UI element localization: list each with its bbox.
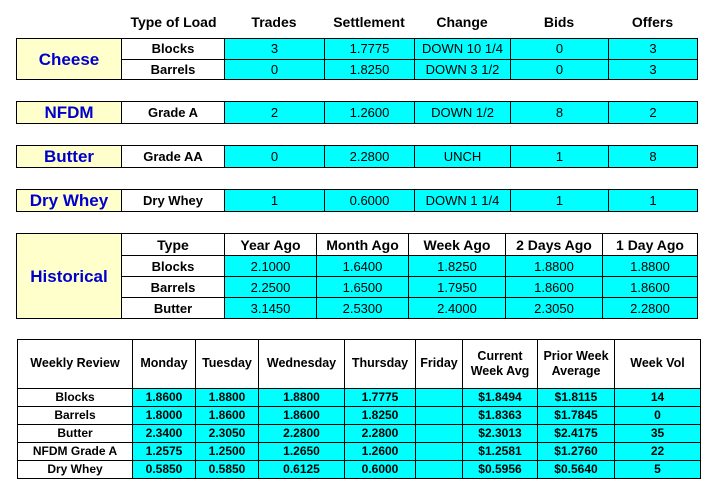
weekly-cell: 1.2600 — [345, 442, 416, 460]
weekly-header-review: Weekly Review — [18, 340, 133, 389]
historical-cell: 1.8600 — [506, 277, 603, 298]
cheese-barrels-trades: 0 — [225, 59, 325, 80]
butter-change: UNCH — [415, 146, 511, 168]
historical-table — [16, 233, 698, 319]
header-offers: Offers — [631, 14, 674, 30]
historical-cell: 2.1000 — [225, 256, 317, 277]
whey-label: Dry Whey — [17, 190, 122, 212]
weekly-cell: $2.4175 — [538, 424, 615, 442]
cheese-blocks-offers: 3 — [609, 39, 698, 60]
historical-header-1-day-ago: 1 Day Ago — [603, 234, 698, 256]
butter-load: Grade AA — [122, 146, 225, 168]
historical-cell: 1.8800 — [506, 256, 603, 277]
historical-cell: 2.2500 — [225, 277, 317, 298]
butter-trades: 0 — [225, 146, 325, 168]
historical-cell: 1.8800 — [603, 256, 698, 277]
cheese-barrels-offers: 3 — [609, 59, 698, 80]
cheese-blocks-settlement: 1.7775 — [325, 39, 415, 60]
weekly-cell: 1.2575 — [133, 442, 196, 460]
weekly-cell: 14 — [615, 388, 701, 406]
weekly-cell: 2.2800 — [345, 424, 416, 442]
historical-header-2-days-ago: 2 Days Ago — [506, 234, 603, 256]
weekly-row-label: Dry Whey — [18, 460, 133, 478]
weekly-cell: 1.8600 — [196, 406, 259, 424]
weekly-cell: 0.6125 — [259, 460, 345, 478]
cheese-blocks-trades: 3 — [225, 39, 325, 60]
nfdm-offers: 2 — [609, 102, 698, 124]
nfdm-change: DOWN 1/2 — [415, 102, 511, 124]
cheese-barrels-bids: 0 — [511, 59, 609, 80]
historical-header-year-ago: Year Ago — [225, 234, 317, 256]
weekly-row-label: Butter — [18, 424, 133, 442]
weekly-row — [18, 388, 701, 406]
historical-row-type: Blocks — [122, 256, 225, 277]
historical-header-month-ago: Month Ago — [317, 234, 409, 256]
historical-cell: 1.8600 — [603, 277, 698, 298]
weekly-cell: 0 — [615, 406, 701, 424]
weekly-rows — [18, 388, 701, 478]
butter-label: Butter — [17, 146, 122, 168]
weekly-header-prior-avg: Prior Week Average — [538, 340, 615, 389]
historical-cell: 2.4000 — [409, 298, 506, 319]
weekly-cell: 1.8800 — [259, 388, 345, 406]
weekly-cell — [416, 388, 463, 406]
historical-header-type: Type — [122, 234, 225, 256]
weekly-cell: $1.8494 — [463, 388, 538, 406]
weekly-cell: 1.8250 — [345, 406, 416, 424]
weekly-cell: $1.7845 — [538, 406, 615, 424]
weekly-row-label: Blocks — [18, 388, 133, 406]
weekly-cell: 22 — [615, 442, 701, 460]
weekly-cell: 1.8600 — [133, 388, 196, 406]
nfdm-trades: 2 — [225, 102, 325, 124]
weekly-cell — [416, 442, 463, 460]
cheese-label: Cheese — [17, 39, 122, 80]
weekly-cell: $1.8363 — [463, 406, 538, 424]
weekly-header-thursday: Thursday — [345, 340, 416, 389]
weekly-review-table — [17, 339, 701, 479]
header-change: Change — [436, 14, 488, 30]
historical-cell: 2.2800 — [603, 298, 698, 319]
historical-cell: 1.7950 — [409, 277, 506, 298]
butter-settlement: 2.2800 — [325, 146, 415, 168]
header-type-of-load: Type of Load — [130, 14, 217, 30]
weekly-cell: 0.5850 — [133, 460, 196, 478]
historical-cell: 2.5300 — [317, 298, 409, 319]
weekly-row — [18, 442, 701, 460]
cheese-blocks-bids: 0 — [511, 39, 609, 60]
weekly-cell: $2.3013 — [463, 424, 538, 442]
cheese-table — [16, 38, 698, 80]
weekly-cell: 2.3400 — [133, 424, 196, 442]
weekly-cell: 1.8600 — [259, 406, 345, 424]
weekly-cell: 1.8000 — [133, 406, 196, 424]
weekly-cell: 0.6000 — [345, 460, 416, 478]
weekly-row — [18, 424, 701, 442]
header-trades: Trades — [251, 14, 297, 30]
weekly-cell — [416, 424, 463, 442]
weekly-cell: 1.2500 — [196, 442, 259, 460]
cheese-barrels-load: Barrels — [122, 59, 225, 80]
weekly-header-week-vol: Week Vol — [615, 340, 701, 389]
historical-cell: 1.8250 — [409, 256, 506, 277]
weekly-cell — [416, 460, 463, 478]
weekly-cell: $0.5640 — [538, 460, 615, 478]
nfdm-bids: 8 — [511, 102, 609, 124]
weekly-cell: 1.7775 — [345, 388, 416, 406]
weekly-cell: $0.5956 — [463, 460, 538, 478]
weekly-cell: 35 — [615, 424, 701, 442]
weekly-header-tuesday: Tuesday — [196, 340, 259, 389]
weekly-row — [18, 406, 701, 424]
weekly-cell — [416, 406, 463, 424]
whey-table — [16, 189, 698, 212]
whey-offers: 1 — [609, 190, 698, 212]
historical-cell: 1.6400 — [317, 256, 409, 277]
weekly-header-monday: Monday — [133, 340, 196, 389]
whey-bids: 1 — [511, 190, 609, 212]
historical-row-type: Butter — [122, 298, 225, 319]
weekly-cell: 5 — [615, 460, 701, 478]
nfdm-settlement: 1.2600 — [325, 102, 415, 124]
historical-label: Historical — [17, 234, 122, 319]
weekly-row-label: Barrels — [18, 406, 133, 424]
weekly-row-label: NFDM Grade A — [18, 442, 133, 460]
weekly-cell: $1.2760 — [538, 442, 615, 460]
whey-trades: 1 — [225, 190, 325, 212]
weekly-header-current-avg: Current Week Avg — [463, 340, 538, 389]
weekly-cell: 0.5850 — [196, 460, 259, 478]
weekly-cell: $1.2581 — [463, 442, 538, 460]
header-settlement: Settlement — [333, 14, 405, 30]
weekly-cell: 1.8800 — [196, 388, 259, 406]
whey-settlement: 0.6000 — [325, 190, 415, 212]
historical-cell: 3.1450 — [225, 298, 317, 319]
nfdm-load: Grade A — [122, 102, 225, 124]
whey-change: DOWN 1 1/4 — [415, 190, 511, 212]
whey-load: Dry Whey — [122, 190, 225, 212]
cheese-barrels-change: DOWN 3 1/2 — [415, 59, 511, 80]
butter-bids: 1 — [511, 146, 609, 168]
butter-offers: 8 — [609, 146, 698, 168]
cheese-blocks-load: Blocks — [122, 39, 225, 60]
historical-row-type: Barrels — [122, 277, 225, 298]
cheese-blocks-change: DOWN 10 1/4 — [415, 39, 511, 60]
weekly-row — [18, 460, 701, 478]
weekly-cell: 2.3050 — [196, 424, 259, 442]
nfdm-label: NFDM — [17, 102, 122, 124]
weekly-cell: $1.8115 — [538, 388, 615, 406]
cheese-barrels-settlement: 1.8250 — [325, 59, 415, 80]
historical-cell: 1.6500 — [317, 277, 409, 298]
column-header-row — [0, 14, 720, 34]
weekly-header-wednesday: Wednesday — [259, 340, 345, 389]
historical-cell: 2.3050 — [506, 298, 603, 319]
historical-header-week-ago: Week Ago — [409, 234, 506, 256]
header-bids: Bids — [543, 14, 575, 30]
weekly-cell: 1.2650 — [259, 442, 345, 460]
weekly-cell: 2.2800 — [259, 424, 345, 442]
weekly-header-friday: Friday — [416, 340, 463, 389]
butter-table — [16, 145, 698, 168]
nfdm-table — [16, 101, 698, 124]
